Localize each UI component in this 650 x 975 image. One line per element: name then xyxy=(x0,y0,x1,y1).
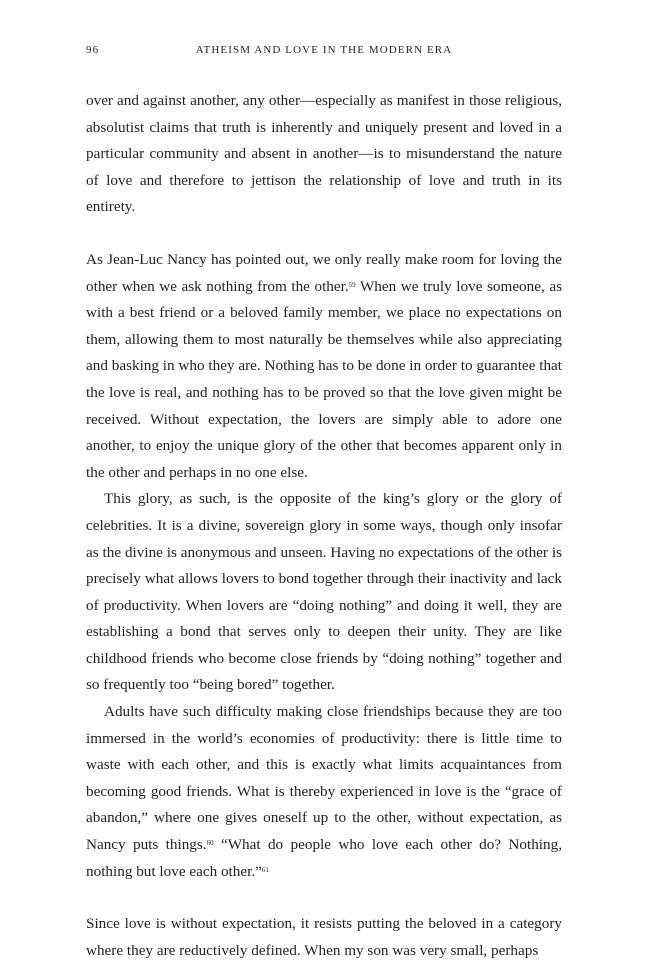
body-text xyxy=(86,88,562,964)
book-page xyxy=(86,44,562,964)
page-number: 96 xyxy=(86,44,100,56)
footnote-ref: 59 xyxy=(348,280,356,289)
paragraph-text: Adults have such difficulty making close friendships because they are too immersed in the world’s economies of productivity: there is little time to waste with each other, and this is exactly what limits acquaintances from becoming good friends. What is thereby experienced in love is the “grace of abandon,” where one gives oneself up to the other, without expectation, as Nancy puts things. xyxy=(86,703,562,854)
footnote-ref: 61 xyxy=(261,865,269,874)
paragraph xyxy=(86,247,562,486)
paragraph-text: When we truly love someone, as with a best friend or a beloved family member, we place no expectations on them, allowing them to most naturally be themselves while also appreciating and basking in who they are. Nothing has to be done in order to guarantee that the love is real, and nothing has to be proved so that the love given might be received. Without expectation, the lovers are simply able to adore one another, to enjoy the unique glory of the other that becomes apparent only in the other and perhaps in no one else. xyxy=(86,277,562,481)
paragraph: This glory, as such, is the opposite of the king’s glory or the glory of celebrities. It is a divine, sovereign glory in some ways, though only insofar as the divine is anonymous and unseen. Having no expectations of the other is precisely what allows lovers to bond together through their inactivity and lack of productivity. When lovers are “doing nothing” and doing it well, they are establishing a bond that serves only to deepen their unity. They are like childhood friends who become close friends by “doing nothing” together and so frequently too “being bored” together. xyxy=(86,490,562,694)
paragraph xyxy=(86,699,562,885)
footnote-ref: 60 xyxy=(206,839,214,848)
paragraph: over and against another, any other—especially as manifest in those religious, absolutist claims that truth is inherently and uniquely present and loved in a particular community and absent in another—is to misunderstand the nature of love and therefore to jettison the relationship of love and truth in its entirety. xyxy=(86,92,562,216)
paragraph: Since love is without expectation, it resists putting the beloved in a category where they are reductively defined. When my son was very small, perhaps xyxy=(86,915,562,959)
paragraph-text: As Jean-Luc Nancy has pointed out, we only really make room for loving the other when we ask nothing from the other. xyxy=(86,250,562,295)
running-head-title: ATHEISM AND LOVE IN THE MODERN ERA xyxy=(195,44,453,56)
running-head xyxy=(86,44,562,64)
paragraph-text: “What do people who love each other do? Nothing, nothing but love each other.” xyxy=(86,836,562,880)
